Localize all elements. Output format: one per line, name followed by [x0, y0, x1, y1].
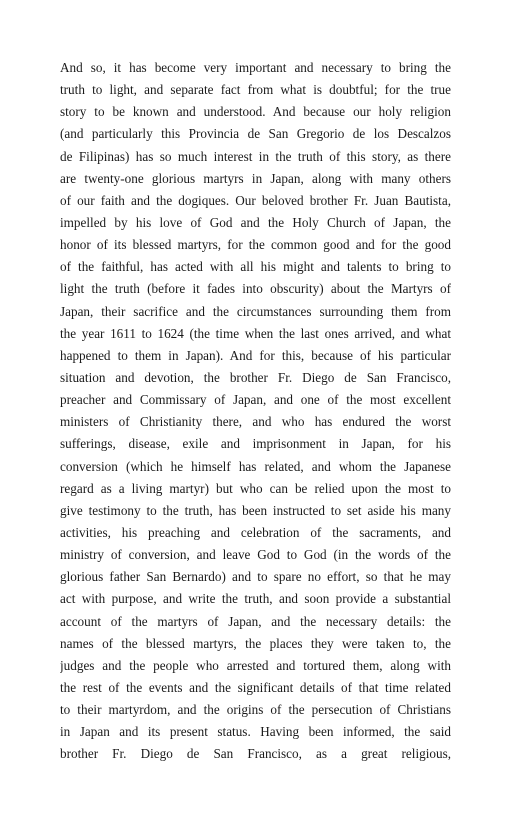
text-line: happened to them in Japan). And for this, because of his particular [60, 347, 451, 363]
text-line: preacher and Commissary of Japan, and one of the most excellent [60, 392, 451, 408]
text-line: are twenty-one glorious martyrs in Japan, along with many others [60, 170, 451, 186]
text-line: light the truth (before it fades into obscurity) about the Martyrs of [60, 281, 451, 297]
text-line: act with purpose, and write the truth, and soon provide a substantial [60, 591, 451, 607]
text-line: brother Fr. Diego de San Francisco, as a great religious, [60, 746, 451, 762]
text-line: in Japan and its present status. Having been informed, the said [60, 724, 451, 740]
text-line: of the faithful, has acted with all his might and talents to bring to [60, 259, 451, 275]
text-line: of our faith and the dogiques. Our beloved brother Fr. Juan Bautista, [60, 192, 451, 208]
text-line: Japan, their sacrifice and the circumstances surrounding them from [60, 303, 451, 319]
text-line: And so, it has become very important and necessary to bring the [60, 60, 451, 75]
text-line: de Filipinas) has so much interest in the truth of this story, as there [60, 148, 451, 164]
text-line: activities, his preaching and celebration of the sacraments, and [60, 524, 451, 540]
text-line: situation and devotion, the brother Fr. Diego de San Francisco, [60, 369, 451, 385]
text-line: account of the martyrs of Japan, and the necessary details: the [60, 613, 451, 629]
text-line: truth to light, and separate fact from what is doubtful; for the true [60, 82, 451, 98]
text-line: give testimony to the truth, has been instructed to set aside his many [60, 502, 451, 518]
text-line: conversion (which he himself has related, and whom the Japanese [60, 458, 451, 474]
text-line: regard as a living martyr) but who can be relied upon the most to [60, 480, 451, 496]
text-line: the year 1611 to 1624 (the time when the last ones arrived, and what [60, 325, 451, 341]
text-line: ministry of conversion, and leave God to God (in the words of the [60, 547, 451, 563]
text-line: the rest of the events and the significant details of that time related [60, 679, 451, 695]
text-line: to their martyrdom, and the origins of the persecution of Christians [60, 702, 451, 718]
text-line: story to be known and understood. And because our holy religion [60, 104, 451, 120]
body-paragraph [60, 57, 451, 766]
text-line: names of the blessed martyrs, the places they were taken to, the [60, 635, 451, 651]
text-line: honor of its blessed martyrs, for the common good and for the good [60, 237, 451, 253]
text-line: ministers of Christianity there, and who has endured the worst [60, 414, 451, 430]
text-line: glorious father San Bernardo) and to spare no effort, so that he may [60, 569, 451, 585]
text-line: impelled by his love of God and the Holy Church of Japan, the [60, 214, 451, 230]
text-line: (and particularly this Provincia de San Gregorio de los Descalzos [60, 126, 451, 142]
text-line: sufferings, disease, exile and imprisonment in Japan, for his [60, 436, 451, 452]
text-line: judges and the people who arrested and tortured them, along with [60, 657, 451, 673]
